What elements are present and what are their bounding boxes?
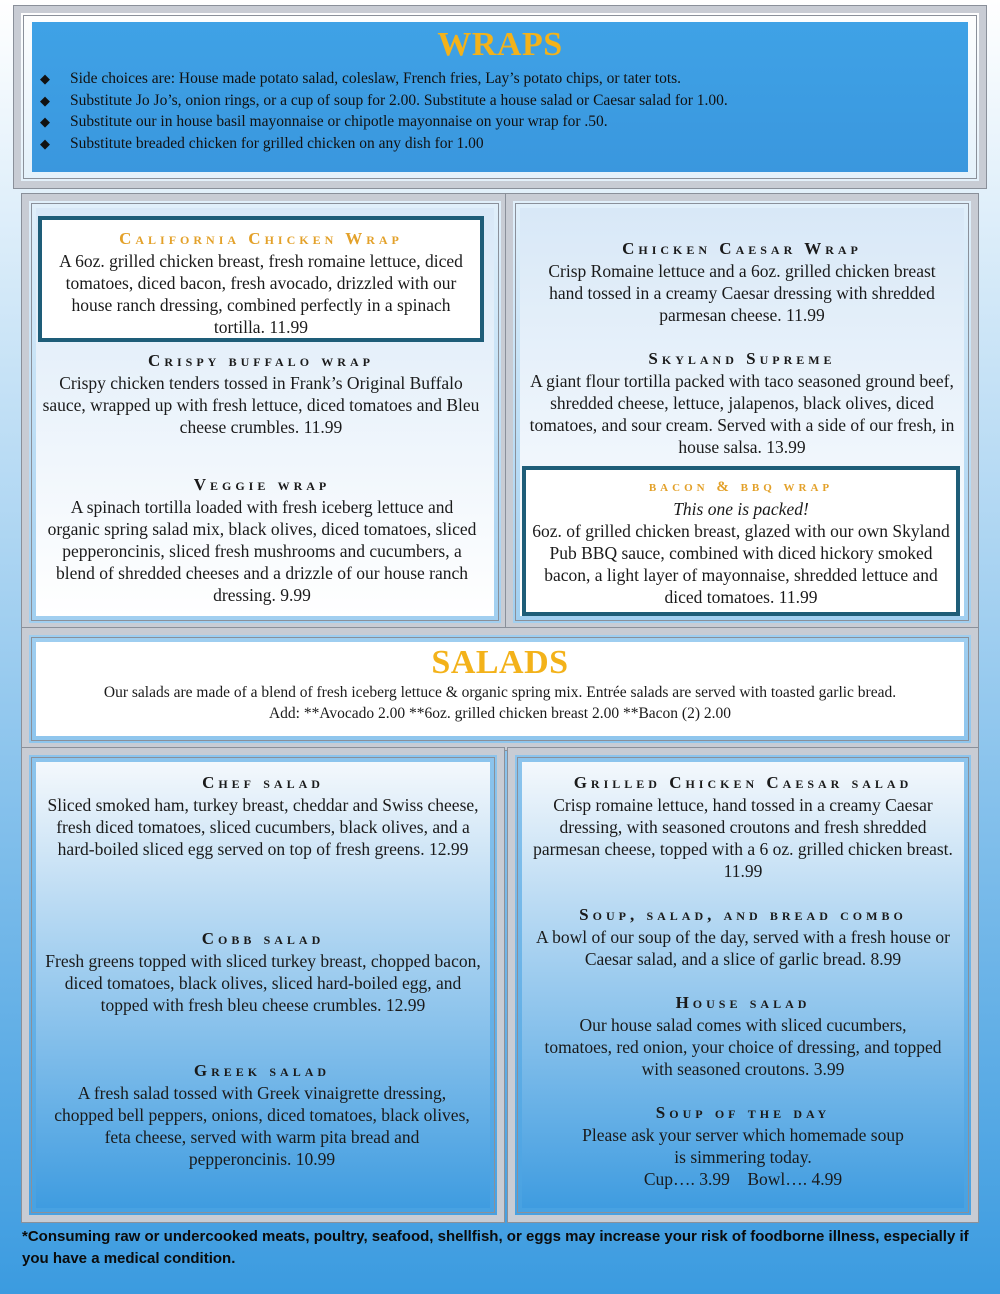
cobb-salad-desc: Fresh greens topped with sliced turkey breast, chopped bacon, diced tomatoes, black olives, sliced hard-boiled egg, and topped with fresh bleu cheese crumbles. 12.99 <box>45 951 481 1015</box>
wraps-note: ◆ Substitute breaded chicken for grilled chicken on any dish for 1.00 <box>36 133 968 155</box>
house-salad-title: House salad <box>675 993 811 1012</box>
wraps-header <box>32 22 968 172</box>
chicken-caesar-wrap <box>526 238 958 326</box>
greek-salad <box>44 1060 480 1170</box>
soup-salad-bread-combo-desc: A bowl of our soup of the day, served with a fresh house or Caesar salad, and a slice of garlic bread. 8.99 <box>536 927 950 969</box>
salads-intro: Our salads are made of a blend of fresh iceberg lettuce & organic spring mix. Entrée salads are served with toasted garlic bread. <box>103 684 897 701</box>
soup-of-the-day-title: Soup of the day <box>655 1103 831 1122</box>
soup-salad-bread-combo <box>526 904 960 970</box>
wraps-note: ◆ Substitute our in house basil mayonnaise or chipotle mayonnaise on your wrap for .50. <box>36 111 968 133</box>
diamond-bullet-icon: ◆ <box>40 71 50 86</box>
wraps-note: ◆ Side choices are: House made potato salad, coleslaw, French fries, Lay’s potato chips, or tater tots. <box>36 68 968 90</box>
salads-header <box>36 642 964 736</box>
wraps-note: ◆ Substitute Jo Jo’s, onion rings, or a cup of soup for 2.00. Substitute a house salad or Caesar salad for 1.00. <box>36 90 968 112</box>
skyland-supreme-desc: A giant flour tortilla packed with taco seasoned ground beef, shredded cheese, lettuce, jalapenos, black olives, diced tomatoes, and sour cream. Served with a side of our fresh, in house salsa. 13.99 <box>529 371 955 457</box>
soup-of-the-day-prices: Cup…. 3.99 Bowl…. 4.99 <box>643 1169 843 1189</box>
bacon-bbq-wrap-title: bacon & bbq wrap <box>648 479 834 495</box>
grilled-chicken-caesar-salad <box>526 772 960 882</box>
chef-salad-title: Chef salad <box>202 773 324 792</box>
veggie-wrap-title: Veggie wrap <box>193 475 331 494</box>
bacon-bbq-wrap-tagline: This one is packed! <box>673 499 809 519</box>
bacon-bbq-wrap-box <box>522 466 960 616</box>
bacon-bbq-wrap-desc: 6oz. of grilled chicken breast, glazed with our own Skyland Pub BBQ sauce, combined with diced hickory smoked bacon, a light layer of mayonnaise, shredded lettuce and diced tomatoes. 11.99 <box>532 521 950 607</box>
veggie-wrap-desc: A spinach tortilla loaded with fresh iceberg lettuce and organic spring salad mix, black olives, diced tomatoes, sliced pepperoncinis, sliced fresh mushrooms and cucumbers, a blend of shredded cheeses and a drizzle of our house ranch dressing. 9.99 <box>47 497 477 605</box>
chicken-caesar-wrap-desc: Crisp Romaine lettuce and a 6oz. grilled chicken breast hand tossed in a creamy Caesar dressing with shredded parmesan cheese. 11.99 <box>548 261 936 325</box>
salads-addons: Add: **Avocado 2.00 **6oz. grilled chicken breast 2.00 **Bacon (2) 2.00 <box>268 705 732 722</box>
buffalo-wrap-desc: Crispy chicken tenders tossed in Frank’s Original Buffalo sauce, wrapped up with fresh lettuce, diced tomatoes and Bleu cheese crumbles. 11.99 <box>42 373 480 437</box>
chef-salad <box>38 772 488 860</box>
skyland-supreme <box>526 348 958 458</box>
veggie-wrap <box>44 474 480 606</box>
california-wrap-box <box>38 216 484 342</box>
cobb-salad <box>38 928 488 1016</box>
grilled-chicken-caesar-salad-desc: Crisp romaine lettuce, hand tossed in a creamy Caesar dressing, with seasoned croutons and fresh shredded parmesan cheese, topped with a 6 oz. grilled chicken breast. 11.99 <box>533 795 953 881</box>
grilled-chicken-caesar-salad-title: Grilled Chicken Caesar salad <box>573 773 913 792</box>
soup-of-the-day <box>526 1102 960 1190</box>
diamond-bullet-icon: ◆ <box>40 114 50 129</box>
california-wrap-desc: A 6oz. grilled chicken breast, fresh romaine lettuce, diced tomatoes, diced bacon, fresh avocado, drizzled with our house ranch dressing, combined perfectly in a spinach tortilla. 11.99 <box>59 251 463 337</box>
buffalo-wrap <box>38 350 484 438</box>
diamond-bullet-icon: ◆ <box>40 135 50 151</box>
chicken-caesar-wrap-title: Chicken Caesar Wrap <box>622 239 862 258</box>
skyland-supreme-title: Skyland Supreme <box>648 349 836 368</box>
soup-of-the-day-desc: Please ask your server which homemade soup is simmering today. <box>582 1125 904 1167</box>
chef-salad-desc: Sliced smoked ham, turkey breast, cheddar and Swiss cheese, fresh diced tomatoes, sliced cucumbers, black olives, and a hard-boiled sliced egg served on top of fresh greens. 12.99 <box>47 795 479 859</box>
food-safety-disclaimer: *Consuming raw or undercooked meats, poultry, seafood, shellfish, or eggs may increase your risk of foodborne illness, especially if you have a medical condition. <box>22 1228 969 1267</box>
cobb-salad-title: Cobb salad <box>201 929 325 948</box>
house-salad-desc: Our house salad comes with sliced cucumbers, tomatoes, red onion, your choice of dressing, and topped with seasoned croutons. 3.99 <box>544 1015 942 1079</box>
wraps-notes <box>32 68 968 154</box>
diamond-bullet-icon: ◆ <box>40 92 50 108</box>
wraps-title: WRAPS <box>437 26 563 63</box>
california-wrap-title: California Chicken Wrap <box>119 229 403 248</box>
buffalo-wrap-title: Crispy buffalo wrap <box>148 351 374 370</box>
soup-salad-bread-combo-title: Soup, salad, and bread combo <box>579 905 907 924</box>
house-salad <box>526 992 960 1080</box>
salads-title: SALADS <box>431 644 569 681</box>
greek-salad-title: Greek salad <box>193 1061 331 1080</box>
greek-salad-desc: A fresh salad tossed with Greek vinaigrette dressing, chopped bell peppers, onions, diced tomatoes, black olives, feta cheese, served with warm pita bread and pepperoncinis. 10.99 <box>54 1083 470 1169</box>
